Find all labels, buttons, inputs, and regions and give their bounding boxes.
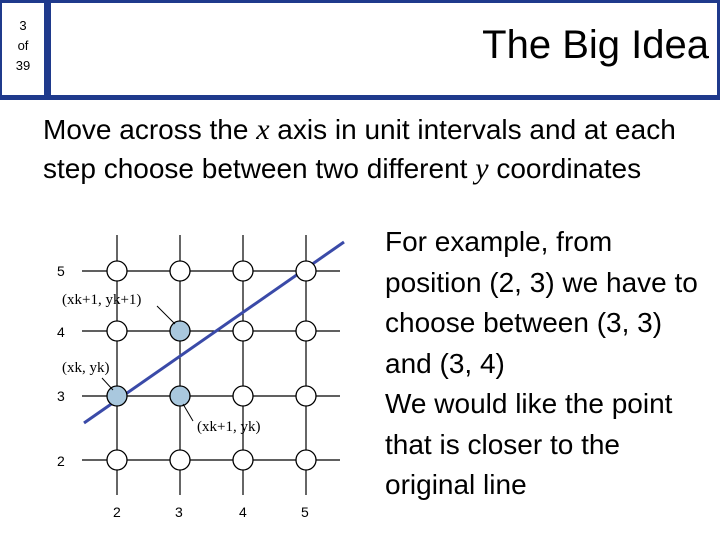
pixel-3-5 (170, 261, 190, 281)
x-tick-2: 2 (113, 504, 121, 520)
pixel-3-4-highlight (170, 321, 190, 341)
title-box (51, 3, 717, 95)
y-tick-4: 4 (57, 324, 65, 340)
label-current: (xk, yk) (62, 360, 110, 376)
pixel-grid-svg (0, 230, 380, 540)
pixel-5-4 (296, 321, 316, 341)
x-tick-4: 4 (239, 504, 247, 520)
pixel-2-5 (107, 261, 127, 281)
intro-part2: axis in unit intervals and at each step choose between two different (43, 114, 676, 184)
pixel-4-2 (233, 450, 253, 470)
label-lower-next: (xk+1, yk) (197, 419, 261, 435)
header-bar (0, 0, 720, 100)
pixel-3-3-highlight (170, 386, 190, 406)
example-paragraph: For example, from position (2, 3) we have to choose between (3, 3) and (3, 4) (385, 226, 698, 379)
pixel-5-3 (296, 386, 316, 406)
pixel-2-4 (107, 321, 127, 341)
x-tick-3: 3 (175, 504, 183, 520)
x-tick-5: 5 (301, 504, 309, 520)
arrow-upper-next (157, 306, 175, 324)
intro-y-variable: y (475, 152, 489, 185)
pixel-grid-diagram (0, 230, 380, 540)
goal-paragraph: We would like the point that is closer to the original line (385, 388, 673, 500)
pixel-5-5 (296, 261, 316, 281)
y-tick-2: 2 (57, 453, 65, 469)
y-tick-3: 3 (57, 388, 65, 404)
intro-x-variable: x (256, 113, 270, 146)
slide-current: 3 (19, 18, 27, 33)
slide-title: The Big Idea (482, 23, 709, 67)
pixel-4-3 (233, 386, 253, 406)
arrow-lower-next (183, 404, 193, 421)
intro-part1: Move across the (43, 114, 257, 145)
pixel-4-5 (233, 261, 253, 281)
pixel-5-2 (296, 450, 316, 470)
label-upper-next: (xk+1, yk+1) (62, 292, 142, 308)
example-text (385, 222, 715, 506)
pixel-2-2 (107, 450, 127, 470)
slide-total: 39 (15, 58, 31, 73)
arrow-current (102, 378, 113, 390)
slide-number (2, 3, 44, 95)
y-tick-5: 5 (57, 263, 65, 279)
intro-text (43, 110, 703, 188)
pixel-4-4 (233, 321, 253, 341)
intro-part3: coordinates (488, 153, 642, 184)
pixel-2-3-highlight (107, 386, 127, 406)
slide-of-label: of (17, 38, 29, 53)
pixel-3-2 (170, 450, 190, 470)
